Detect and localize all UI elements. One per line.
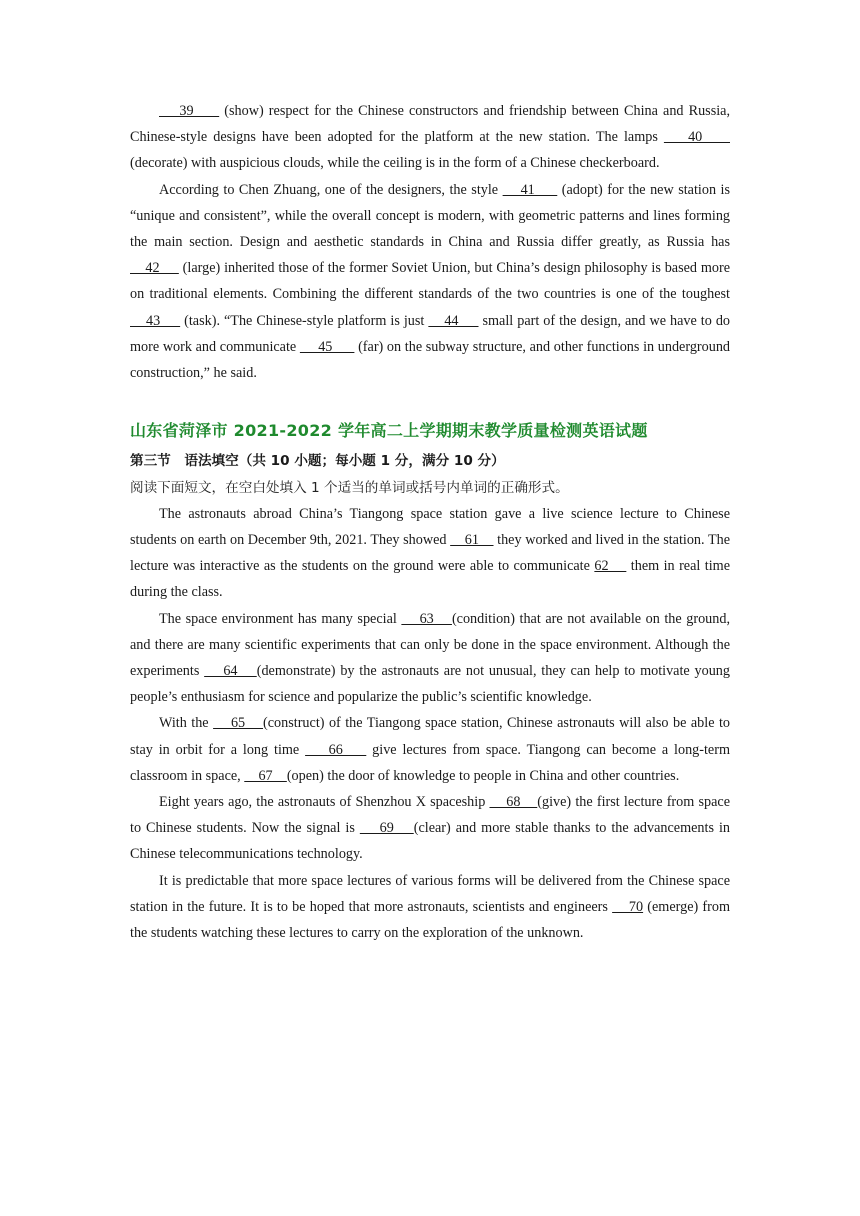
answer-blank[interactable]: 64 <box>204 663 257 680</box>
passage2-paragraph-5 <box>130 868 730 947</box>
paragraph-text: (emerge) from the students watching these lectures to carry on the exploration of the unknown. <box>130 898 730 942</box>
answer-blank[interactable]: 68 <box>489 794 538 811</box>
paragraph-text: (show) respect for the Chinese constructors and friendship between China and Russia, Chinese-style designs have been adopted for the platform at the new station. The lamps <box>130 103 731 146</box>
paragraph-text: With the <box>159 715 214 732</box>
instructions: 阅读下面短文，在空白处填入 1 个适当的单词或括号内单词的正确形式。 <box>130 479 569 496</box>
answer-blank[interactable]: 40 <box>663 129 730 146</box>
answer-blank[interactable]: 69 <box>359 820 414 837</box>
paragraph-text: (demonstrate) by the astronauts are not unusual, they can help to motivate young people’s enthusiasm for science and popularize the public’s scientific knowledge. <box>130 663 730 706</box>
paragraph-text: give lectures from space. Tiangong can become a long-term classroom in space, <box>130 741 730 784</box>
answer-blank[interactable]: 66 <box>305 741 367 758</box>
answer-blank[interactable]: 70 <box>612 898 644 915</box>
paragraph-text: (far) on the subway structure, and other functions in underground construction,” he said. <box>130 338 731 382</box>
answer-blank[interactable]: 41 <box>502 181 558 198</box>
answer-blank[interactable]: 44 <box>428 312 479 329</box>
paragraph-text: (condition) that are not available on the ground, and there are many scientific experiments that can only be done in the space environment. Although the experiments <box>130 610 730 680</box>
exam-title: 山东省菏泽市 2021-2022 学年高二上学期期末教学质量检测英语试题 <box>130 421 648 441</box>
section-heading: 第三节 语法填空（共 10 小题；每小题 1 分，满分 10 分） <box>130 453 505 470</box>
paragraph-text: them in real time during the class. <box>130 558 731 601</box>
answer-blank[interactable]: 67 <box>244 767 287 784</box>
paragraph-text: (clear) and more stable thanks to the advancements in Chinese telecommunications technology. <box>130 820 730 863</box>
passage2-paragraph-4 <box>130 789 730 868</box>
answer-blank[interactable]: 43 <box>130 312 181 329</box>
passage1-paragraph-1 <box>130 98 730 177</box>
passage2-paragraph-2 <box>130 606 730 711</box>
paragraph-text: Eight years ago, the astronauts of Shenzhou X spaceship <box>159 794 490 811</box>
answer-blank[interactable]: 45 <box>299 338 355 355</box>
paragraph-text: (construct) of the Tiangong space station, Chinese astronauts will also be able to stay in orbit for a long time <box>130 715 730 758</box>
paragraph-text: The astronauts abroad China’s Tiangong space station gave a live science lecture to Chinese students on earth on December 9th, 2021. They showed <box>130 505 730 549</box>
passage2-paragraph-3 <box>130 710 730 789</box>
answer-blank[interactable]: 61 <box>450 532 494 549</box>
paragraph-text: (open) the door of knowledge to people in China and other countries. <box>286 767 680 784</box>
paragraph-text: According to Chen Zhuang, one of the designers, the style <box>159 181 503 198</box>
answer-blank[interactable]: 62 <box>594 558 627 575</box>
paragraph-text: (give) the first lecture from space to Chinese students. Now the signal is <box>130 794 730 837</box>
paragraph-text: (large) inherited those of the former Soviet Union, but China’s design philosophy is based more on traditional elements. Combining the different standards of the two countries is one of the toughest <box>130 260 730 303</box>
answer-blank[interactable]: 65 <box>213 715 264 732</box>
passage2-paragraph-1 <box>130 501 730 606</box>
passage1-paragraph-2 <box>130 177 730 387</box>
paragraph-text: they worked and lived in the station. The lecture was interactive as the students on the ground were able to communicate <box>130 532 731 575</box>
answer-blank[interactable]: 63 <box>401 610 452 627</box>
document-page <box>130 98 730 946</box>
paragraph-text: small part of the design, and we have to do more work and communicate <box>130 312 731 355</box>
answer-blank[interactable]: 42 <box>130 260 179 277</box>
paragraph-text: (adopt) for the new station is “unique and consistent”, while the overall concept is modern, with geometric patterns and lines forming the main section. Design and aesthetic standards in China and Russia differ greatly, as Russia has <box>130 181 731 251</box>
answer-blank[interactable]: 39 <box>159 103 220 119</box>
paragraph-text: (decorate) with auspicious clouds, while the ceiling is in the form of a Chinese checkerboard. <box>130 155 660 172</box>
paragraph-text: The space environment has many special <box>159 610 402 627</box>
paragraph-text: It is predictable that more space lectures of various forms will be delivered from the Chinese space station in the future. It is to be hoped that more astronauts, scientists and engineers <box>130 872 730 915</box>
paragraph-text: (task). “The Chinese-style platform is just <box>180 312 429 329</box>
